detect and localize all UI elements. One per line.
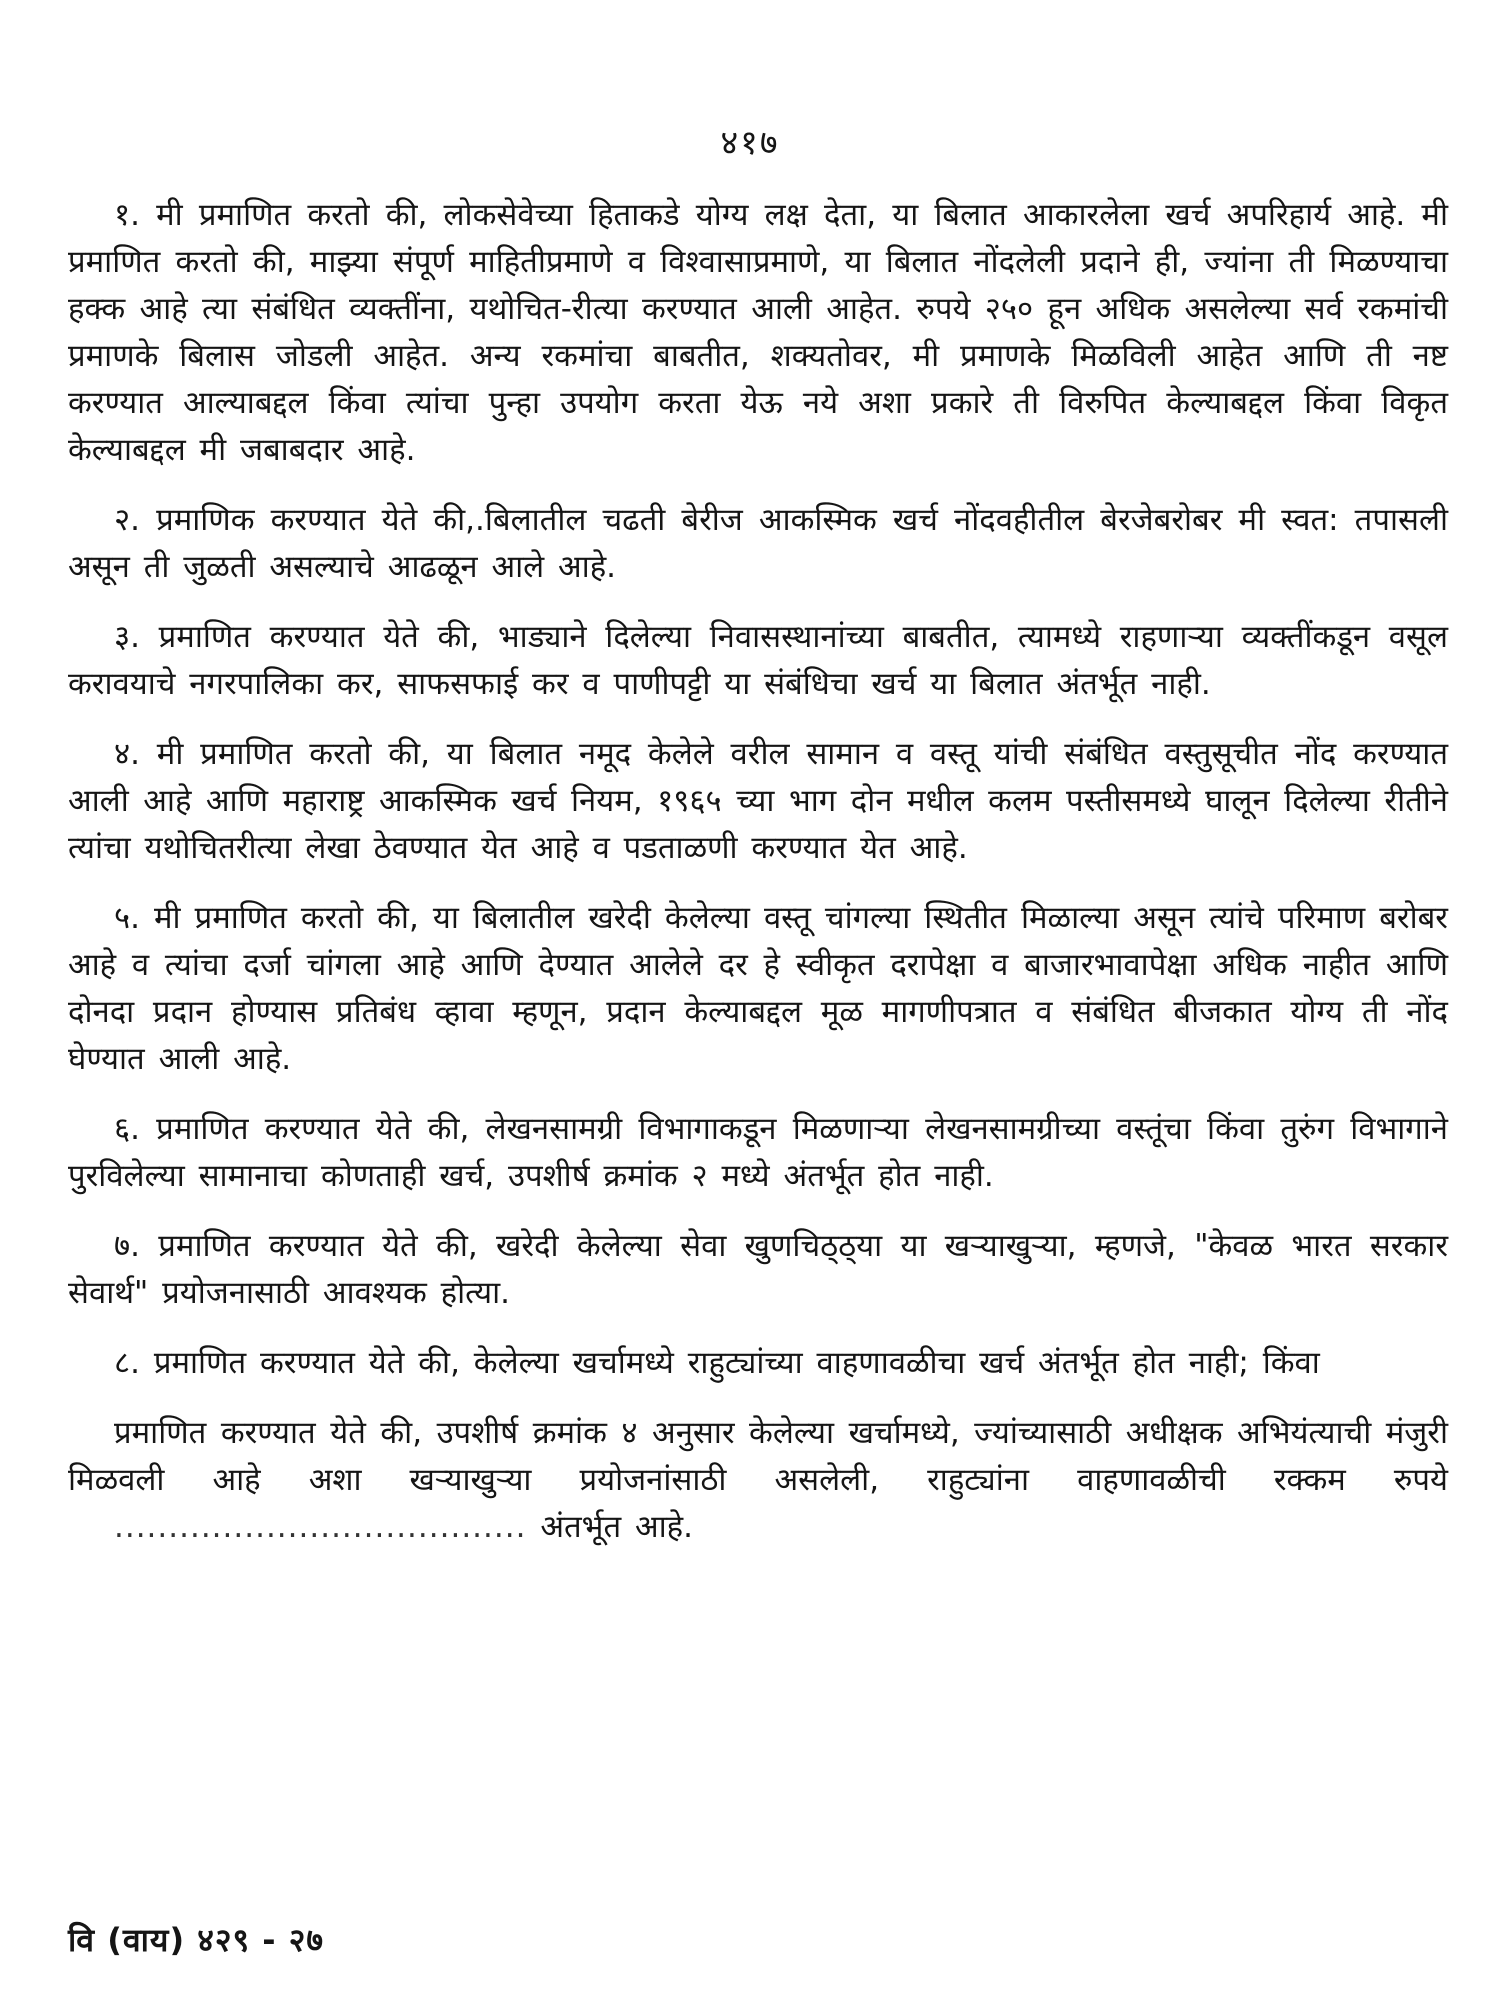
paragraph-6: ६. प्रमाणित करण्यात येते की, लेखनसामग्री विभागाकडून मिळणाऱ्या लेखनसामग्रीच्या वस्तूंचा किंवा तुरुंग विभागाने पुरविलेल्या सामानाचा कोणताही खर्च, उपशीर्ष क्रमांक २ मध्ये अंतर्भूत होत नाही. [68,1111,1448,1194]
paragraph-final [68,1410,1448,1551]
footer-reference: वि (वाय) ४२९ - २७ [68,1921,325,1959]
paragraph-1: १. मी प्रमाणित करतो की, लोकसेवेच्या हिताकडे योग्य लक्ष देता, या बिलात आकारलेला खर्च अपरिहार्य आहे. मी प्रमाणित करतो की, माझ्या संपूर्ण माहितीप्रमाणे व विश्वासाप्रमाणे, या बिलात नोंदलेली प्रदाने ही, ज्यांना ती मिळण्याचा हक्क आहे त्या संबंधित व्यक्तींना, यथोचित-रीत्या करण्यात आली आहेत. रुपये २५० हून अधिक असलेल्या सर्व रकमांची प्रमाणके बिलास जोडली आहेत. अन्य रकमांचा बाबतीत, शक्यतोवर, मी प्रमाणके मिळविली आहेत आणि ती नष्ट करण्यात आल्याबद्दल किंवा त्यांचा पुन्हा उपयोग करता येऊ नये अशा प्रकारे ती विरुपित केल्याबद्दल किंवा विकृत केल्याबद्दल मी जबाबदार आहे. [68,197,1448,468]
document-body [68,192,1448,1574]
paragraph-7: ७. प्रमाणित करण्यात येते की, खरेदी केलेल्या सेवा खुणचिठ्ठ्या या खऱ्याखुऱ्या, म्हणजे, "केवळ भारत सरकार सेवार्थ" प्रयोजनासाठी आवश्यक होत्या. [68,1228,1448,1311]
paragraph-5: ५. मी प्रमाणित करतो की, या बिलातील खरेदी केलेल्या वस्तू चांगल्या स्थितीत मिळाल्या असून त्यांचे परिमाण बरोबर आहे व त्यांचा दर्जा चांगला आहे आणि देण्यात आलेले दर हे स्वीकृत दरापेक्षा व बाजारभावापेक्षा अधिक नाहीत आणि दोनदा प्रदान होण्यास प्रतिबंध व्हावा म्हणून, प्रदान केल्याबद्दल मूळ मागणीपत्रात व संबंधित बीजकात योग्य ती नोंद घेण्यात आली आहे. [68,900,1448,1077]
paragraph-2: २. प्रमाणिक करण्यात येते की,.बिलातील चढती बेरीज आकस्मिक खर्च नोंदवहीतील बेरजेबरोबर मी स्वत: तपासली असून ती जुळती असल्याचे आढळून आले आहे. [68,502,1448,585]
paragraph-3: ३. प्रमाणित करण्यात येते की, भाड्याने दिलेल्या निवासस्थानांच्या बाबतीत, त्यामध्ये राहणाऱ्या व्यक्तींकडून वसूल करावयाचे नगरपालिका कर, साफसफाई कर व पाणीपट्टी या संबंधिचा खर्च या बिलात अंतर्भूत नाही. [68,619,1448,702]
paragraph-4: ४. मी प्रमाणित करतो की, या बिलात नमूद केलेले वरील सामान व वस्तू यांची संबंधित वस्तुसूचीत नोंद करण्यात आली आहे आणि महाराष्ट्र आकस्मिक खर्च नियम, १९६५ च्या भाग दोन मधील कलम पस्तीसमध्ये घालून दिलेल्या रीतीने त्यांचा यथोचितरीत्या लेखा ठेवण्यात येत आहे व पडताळणी करण्यात येत आहे. [68,736,1448,866]
paragraph-8: ८. प्रमाणित करण्यात येते की, केलेल्या खर्चामध्ये राहुट्यांच्या वाहणावळीचा खर्च अंतर्भूत होत नाही; किंवा [114,1345,1320,1381]
paragraph-final-suffix: अंतर्भूत आहे. [540,1509,693,1545]
amount-blank: ...................................... [114,1509,527,1545]
page-number: ४१७ [720,123,780,163]
paragraph-final-text: प्रमाणित करण्यात येते की, उपशीर्ष क्रमांक ४ अनुसार केलेल्या खर्चामध्ये, ज्यांच्यासाठी अधीक्षक अभियंत्याची मंजुरी मिळवली आहे अशा खऱ्याखुऱ्या प्रयोजनांसाठी असलेली, राहुट्यांना वाहणावळीची रक्कम रुपये [68,1415,1448,1498]
